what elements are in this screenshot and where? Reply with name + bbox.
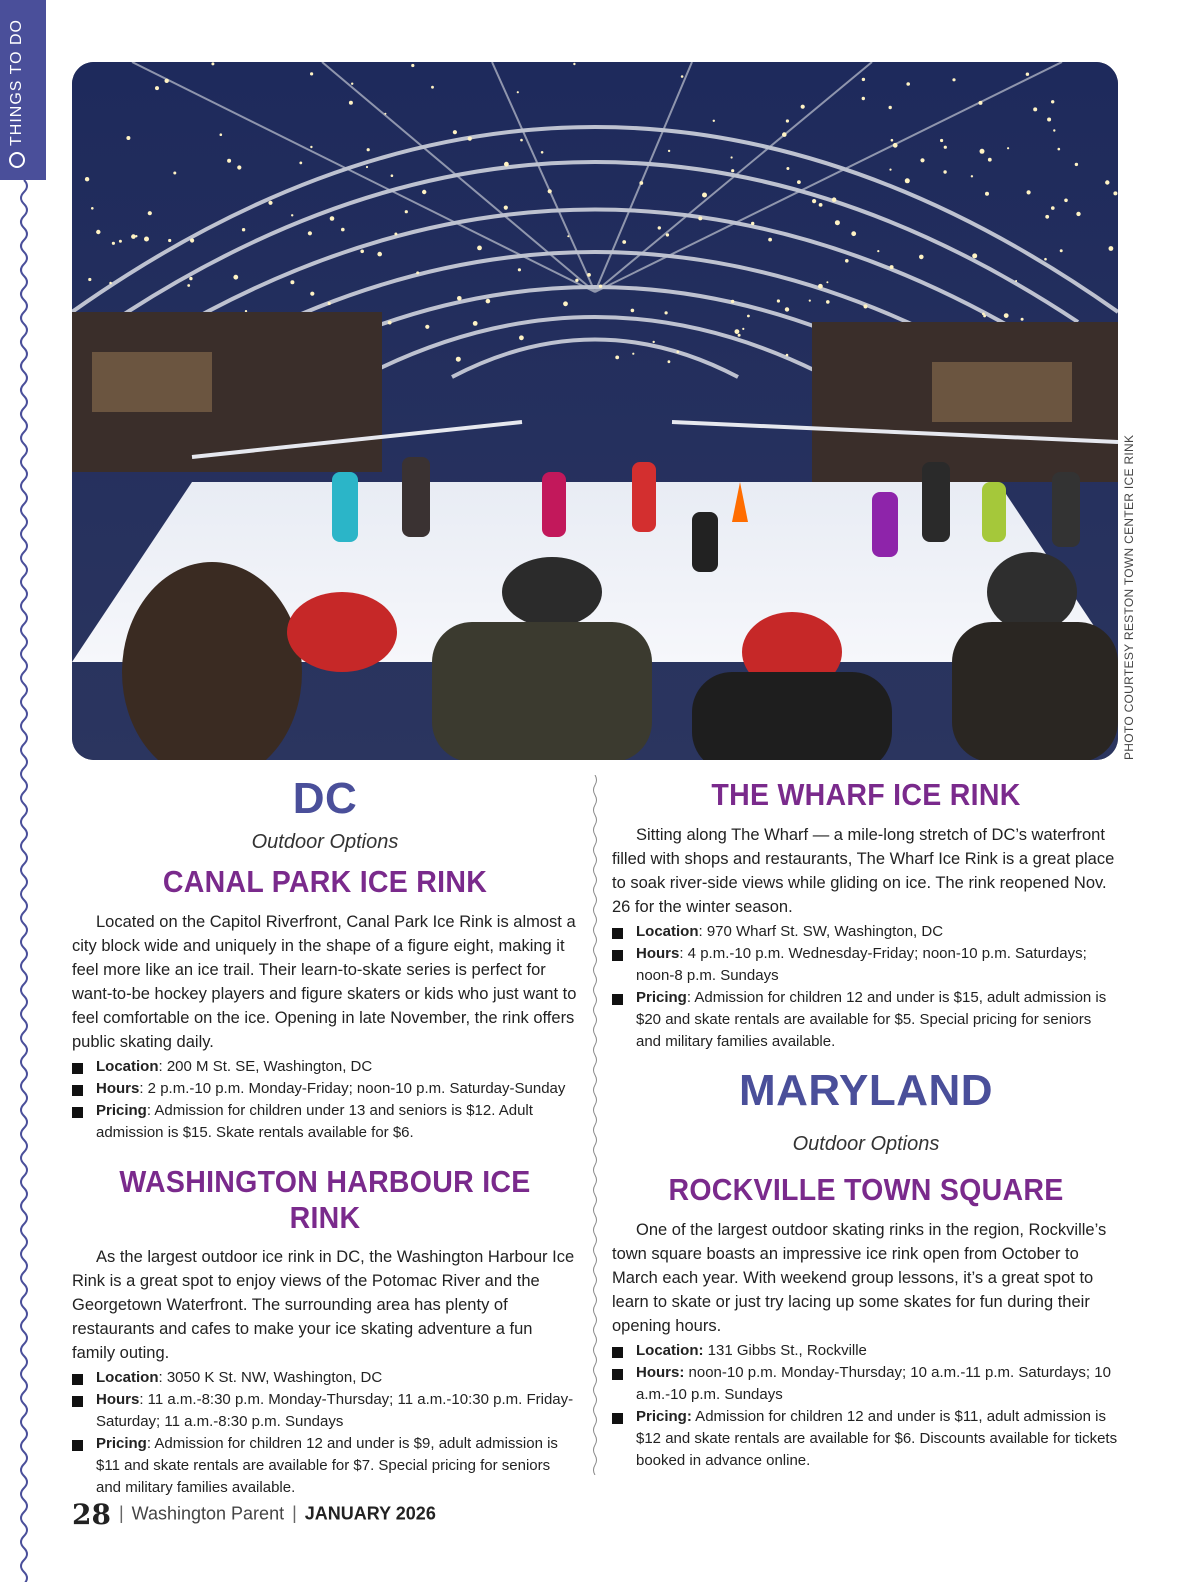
string-light	[541, 151, 544, 154]
string-light	[233, 275, 238, 280]
string-light	[826, 281, 828, 283]
string-light	[786, 167, 789, 170]
string-light	[457, 296, 462, 301]
list-item: Location: 131 Gibbs St., Rockville	[612, 1340, 1120, 1362]
string-light	[751, 222, 754, 225]
string-light	[456, 357, 461, 362]
string-light	[366, 166, 368, 168]
string-light	[308, 231, 312, 235]
string-light	[504, 206, 508, 210]
rockville-body: One of the largest outdoor skating rinks in the region, Rockville’s town square boasts an impressive ice rink open from October to March each year. With weekend group lessons, it’s a great spot to learn to skate or just try lacing up some skates for fun during their opening hours.	[612, 1220, 1107, 1335]
string-light	[310, 146, 312, 148]
string-light	[982, 313, 985, 316]
string-light	[165, 79, 169, 83]
string-light	[85, 177, 89, 181]
string-light	[1045, 215, 1049, 219]
string-light	[573, 63, 575, 65]
canal-park-details	[72, 1056, 578, 1144]
list-item: Pricing: Admission for children 12 and under is $15, adult admission is $20 and skate rentals are available for $5. Special pricing for seniors and military families available.	[612, 987, 1120, 1053]
string-light	[391, 174, 394, 177]
string-light	[639, 181, 643, 185]
string-light	[698, 216, 702, 220]
washington-harbour-title: WASHINGTON HARBOUR ICE RINK	[119, 1164, 531, 1235]
string-light	[1051, 100, 1054, 103]
string-light	[1064, 199, 1068, 203]
string-light	[940, 139, 943, 142]
list-item: Hours: 2 p.m.-10 p.m. Monday-Friday; noon-10 p.m. Saturday-Sunday	[72, 1078, 578, 1100]
string-light	[567, 235, 569, 237]
rockville-title: ROCKVILLE TOWN SQUARE	[668, 1172, 1064, 1208]
string-light	[96, 230, 100, 234]
bullet-icon	[612, 1347, 623, 1358]
string-light	[632, 353, 634, 355]
string-light	[599, 285, 602, 288]
string-light	[486, 299, 491, 304]
string-light	[168, 239, 171, 242]
string-light	[1060, 249, 1063, 252]
list-item: Hours: 11 a.m.-8:30 p.m. Monday-Thursday; 11 a.m.-10:30 p.m. Friday-Saturday; 11 a.m.-8:30 p.m. Sundays	[72, 1389, 578, 1433]
string-light	[658, 226, 661, 229]
string-light	[310, 72, 313, 75]
string-light	[891, 139, 894, 142]
string-light	[520, 139, 523, 142]
string-light	[943, 170, 946, 173]
bullet-icon	[612, 1413, 623, 1424]
string-light	[782, 132, 787, 137]
ice-rink-illustration	[72, 62, 1118, 760]
string-light	[388, 321, 392, 325]
string-light	[735, 329, 740, 334]
string-light	[310, 292, 314, 296]
string-light	[785, 307, 789, 311]
string-light	[615, 356, 619, 360]
string-light	[1058, 148, 1061, 151]
photo-credit: PHOTO COURTESY RESTON TOWN CENTER ICE RINK	[1122, 434, 1136, 760]
string-light	[425, 325, 429, 329]
bullet-icon	[612, 950, 623, 961]
string-light	[477, 246, 482, 251]
bullet-icon	[612, 1369, 623, 1380]
string-light	[144, 237, 149, 242]
string-light	[889, 169, 891, 171]
string-light	[88, 278, 91, 281]
string-light	[351, 83, 353, 85]
issue-date: JANUARY 2026	[304, 1503, 436, 1524]
string-light	[416, 271, 419, 274]
right-column	[612, 775, 1120, 1472]
string-light	[906, 82, 910, 86]
string-light	[291, 214, 293, 216]
string-light	[518, 268, 521, 271]
string-light	[835, 220, 840, 225]
string-light	[797, 180, 801, 184]
bullet-icon	[72, 1440, 83, 1451]
string-light	[877, 250, 879, 252]
location-pin-icon	[9, 152, 25, 168]
string-light	[893, 143, 898, 148]
string-light	[731, 300, 734, 303]
string-light	[563, 301, 568, 306]
string-light	[405, 210, 408, 213]
string-light	[681, 75, 684, 78]
string-light	[519, 335, 524, 340]
string-light	[173, 172, 176, 175]
string-light	[148, 211, 152, 215]
canal-park-title: CANAL PARK ICE RINK	[162, 864, 488, 900]
string-light	[1105, 180, 1109, 184]
bullet-icon	[72, 1396, 83, 1407]
string-light	[211, 62, 214, 65]
string-light	[742, 328, 744, 330]
string-light	[979, 101, 983, 105]
list-item: Pricing: Admission for children 12 and under is $9, adult admission is $11 and skate rentals are available for $7. Special pricing for seniors and military families available.	[72, 1433, 578, 1499]
string-light	[1026, 73, 1029, 76]
string-light	[328, 302, 331, 305]
string-light	[862, 97, 865, 100]
string-light	[863, 304, 867, 308]
string-light	[468, 137, 472, 141]
page-footer: 28 | Washington Parent | JANUARY 2026	[72, 1498, 436, 1531]
string-light	[818, 284, 823, 289]
string-light	[985, 192, 989, 196]
list-item: Hours: noon-10 p.m. Monday-Thursday; 10 a.m.-11 p.m. Saturdays; 10 a.m.-10 p.m. Sundays	[612, 1362, 1120, 1406]
string-light	[819, 203, 823, 207]
wharf-title: THE WHARF ICE RINK	[711, 777, 1021, 812]
list-item: Location: 970 Wharf St. SW, Washington, DC	[612, 921, 1120, 943]
string-light	[677, 351, 680, 354]
ice-rink-photo	[72, 62, 1118, 760]
string-light	[290, 280, 294, 284]
bullet-icon	[612, 928, 623, 939]
string-light	[622, 240, 626, 244]
wharf-body: Sitting along The Wharf — a mile-long stretch of DC’s waterfront filled with shops and restaurants, The Wharf Ice Rink is a great place to soak river-side views while gliding on ice. The rink reopened Nov. 26 for the winter season.	[612, 825, 1115, 916]
bullet-icon	[72, 1063, 83, 1074]
string-light	[394, 233, 397, 236]
string-light	[575, 279, 578, 282]
string-light	[1075, 163, 1078, 166]
string-light	[268, 201, 272, 205]
string-light	[112, 242, 115, 245]
string-light	[504, 162, 509, 167]
rockville-details	[612, 1340, 1120, 1472]
string-light	[786, 119, 789, 122]
string-light	[453, 130, 457, 134]
string-light	[1015, 280, 1017, 282]
string-light	[517, 91, 519, 93]
string-light	[653, 341, 655, 343]
string-light	[826, 300, 830, 304]
string-light	[666, 233, 669, 236]
left-column	[72, 775, 578, 1499]
string-light	[473, 321, 478, 326]
string-light	[1047, 118, 1051, 122]
string-light	[777, 299, 780, 302]
string-light	[812, 199, 816, 203]
string-light	[1007, 147, 1009, 149]
string-light	[1109, 246, 1114, 251]
string-light	[109, 282, 112, 285]
string-light	[702, 193, 707, 198]
string-light	[988, 158, 992, 162]
string-light	[971, 175, 973, 177]
string-light	[768, 238, 772, 242]
string-light	[220, 133, 223, 136]
list-item: Hours: 4 p.m.-10 p.m. Wednesday-Friday; noon-10 p.m. Saturdays; noon-8 p.m. Sundays	[612, 943, 1120, 987]
string-light	[349, 101, 353, 105]
string-light	[422, 190, 426, 194]
wharf-details	[612, 921, 1120, 1053]
string-light	[731, 156, 733, 158]
string-light	[131, 234, 136, 239]
string-light	[411, 64, 414, 67]
list-item: Pricing: Admission for children under 13 and seniors is $12. Adult admission is $15. Skate rentals available for $6.	[72, 1100, 578, 1144]
string-light	[1027, 190, 1031, 194]
string-light	[1021, 318, 1024, 321]
string-light	[668, 360, 671, 363]
bullet-icon	[612, 994, 623, 1005]
string-light	[920, 158, 924, 162]
string-light	[845, 259, 849, 263]
string-light	[862, 78, 865, 81]
string-light	[119, 240, 122, 243]
list-item: Pricing: Admission for children 12 and under is $11, adult admission is $12 and skate rentals are available for $6. Discounts available for tickets booked in advance online.	[612, 1406, 1120, 1472]
string-light	[747, 315, 750, 318]
string-light	[1033, 107, 1037, 111]
string-light	[367, 148, 370, 151]
publication-name: Washington Parent	[131, 1503, 285, 1524]
string-light	[905, 178, 910, 183]
string-light	[587, 273, 591, 277]
string-light	[668, 150, 670, 152]
canal-park-body: Located on the Capitol Riverfront, Canal Park Ice Rink is almost a city block wide and uniquely in the shape of a figure eight, making it feel more like an ice trail. Their learn-to-skate series is perfect for want-to-be hockey players and figure skaters or kids who just want to feel comfortable on the ice. Opening in late November, the rink offers public skating daily.	[72, 913, 577, 1052]
string-light	[237, 165, 241, 169]
wavy-border	[14, 180, 34, 1582]
region-heading-maryland: MARYLAND	[738, 1065, 994, 1115]
string-light	[155, 86, 159, 90]
string-light	[330, 216, 335, 221]
string-light	[189, 277, 192, 280]
region-heading-dc: DC	[292, 774, 358, 823]
string-light	[919, 255, 924, 260]
string-light	[851, 231, 856, 236]
string-light	[738, 334, 741, 337]
string-light	[360, 250, 364, 254]
string-light	[944, 146, 947, 149]
string-light	[665, 311, 668, 314]
column-divider	[590, 775, 600, 1475]
string-light	[91, 207, 94, 210]
string-light	[377, 252, 382, 257]
string-light	[809, 300, 811, 302]
bullet-icon	[72, 1107, 83, 1118]
string-light	[1113, 191, 1117, 195]
string-light	[299, 162, 302, 165]
string-light	[889, 106, 892, 109]
string-light	[1076, 212, 1080, 216]
bullet-icon	[72, 1085, 83, 1096]
list-item: Location: 200 M St. SE, Washington, DC	[72, 1056, 578, 1078]
string-light	[832, 197, 837, 202]
string-light	[1053, 129, 1055, 131]
string-light	[227, 159, 231, 163]
string-light	[713, 120, 715, 122]
string-light	[242, 228, 245, 231]
string-light	[731, 169, 734, 172]
string-light	[631, 309, 635, 313]
washington-harbour-details	[72, 1367, 578, 1499]
string-light	[980, 149, 985, 154]
string-light	[1004, 313, 1009, 318]
string-light	[952, 78, 955, 81]
string-light	[190, 238, 194, 242]
string-light	[431, 86, 434, 89]
string-light	[972, 253, 977, 258]
section-tab-label: THINGS TO DO	[8, 19, 25, 146]
list-item: Location: 3050 K St. NW, Washington, DC	[72, 1367, 578, 1389]
section-tab	[0, 0, 46, 180]
region-subtitle-maryland: Outdoor Options	[792, 1133, 940, 1156]
washington-harbour-body: As the largest outdoor ice rink in DC, the Washington Harbour Ice Rink is a great spot to enjoy views of the Potomac River and the Georgetown Waterfront. The surrounding area has plenty of restaurants and cafes to make your ice skating adventure a fun family outing.	[72, 1248, 575, 1363]
string-light	[384, 113, 386, 115]
string-light	[801, 105, 805, 109]
region-subtitle-dc: Outdoor Options	[251, 831, 399, 854]
string-light	[548, 189, 552, 193]
string-light	[341, 228, 345, 232]
string-light	[890, 265, 894, 269]
string-light	[786, 354, 789, 357]
string-light	[187, 284, 190, 287]
string-light	[126, 136, 130, 140]
string-light	[1051, 206, 1055, 210]
string-light	[1044, 258, 1047, 261]
page-number: 28	[72, 1498, 111, 1531]
bullet-icon	[72, 1374, 83, 1385]
